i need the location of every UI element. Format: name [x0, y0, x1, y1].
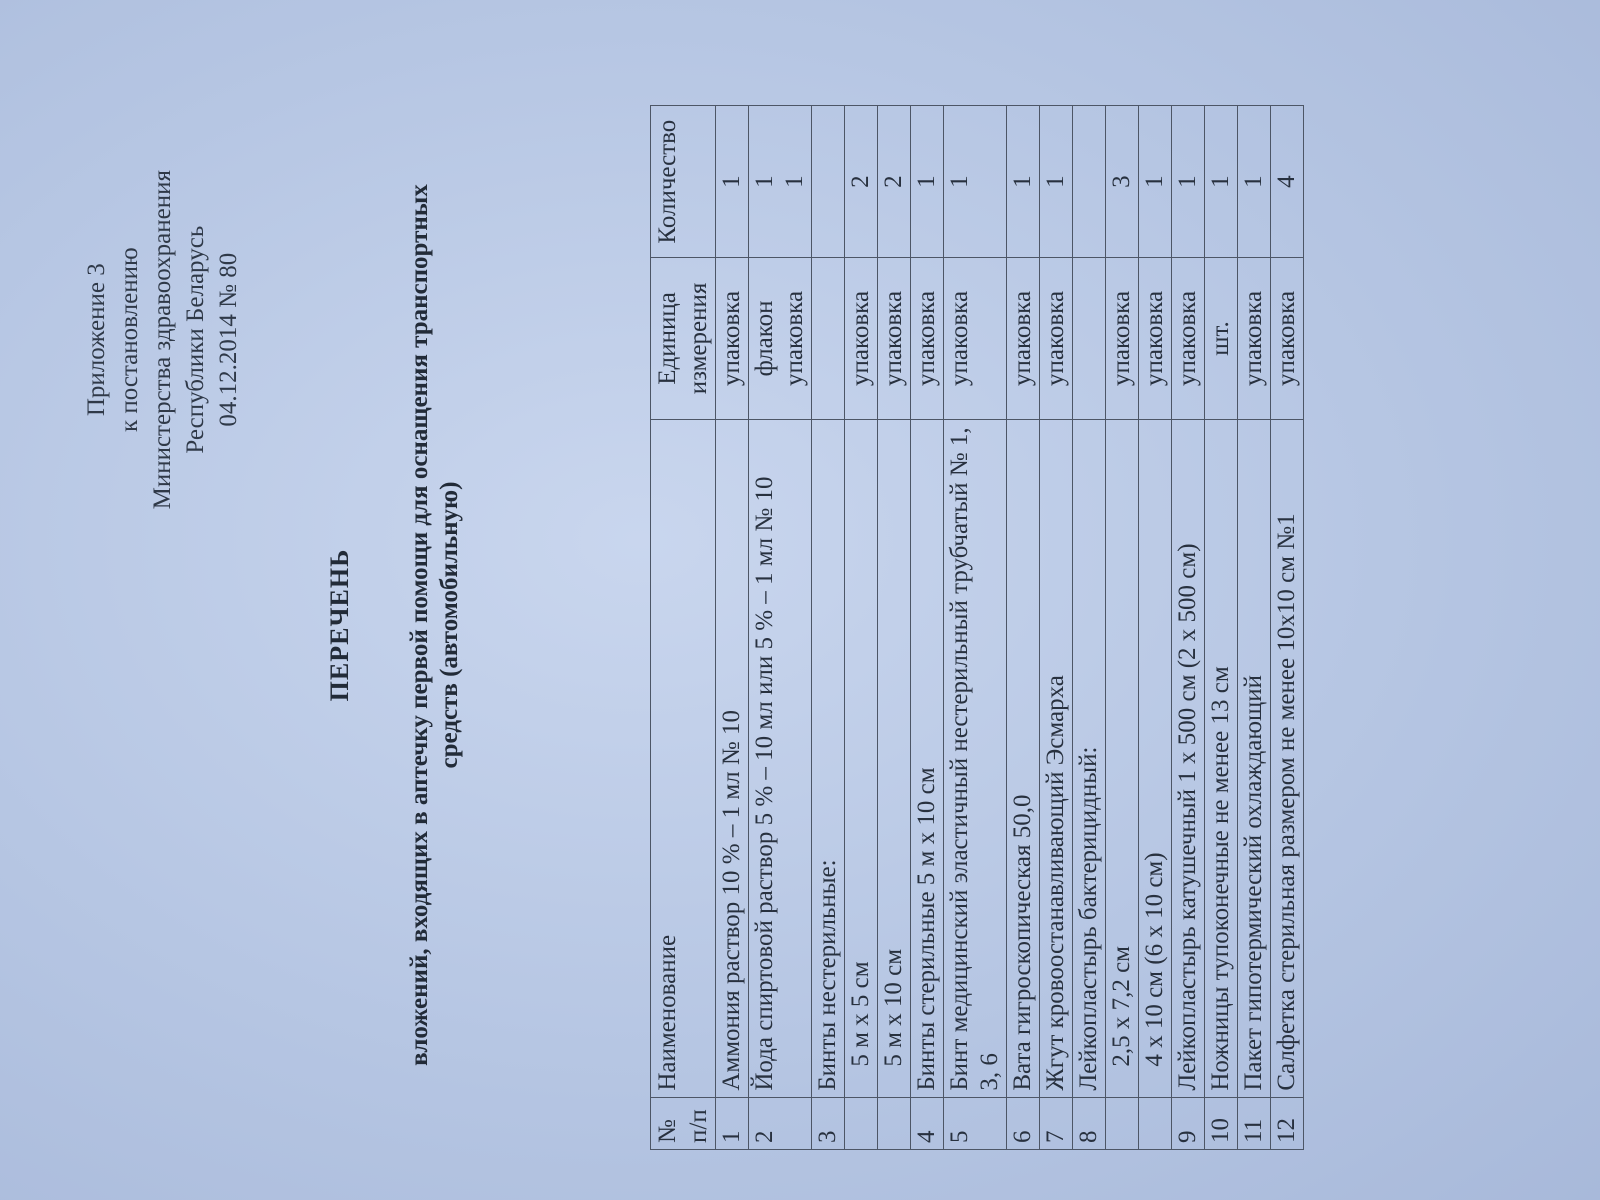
- table-row: [1106, 106, 1139, 1150]
- row-unit: [812, 258, 845, 419]
- row-number: 2: [749, 1097, 812, 1149]
- row-number: [845, 1097, 878, 1149]
- row-number: 4: [911, 1097, 944, 1149]
- row-number: 12: [1271, 1097, 1304, 1149]
- row-name: 5 м х 5 см: [845, 419, 878, 1097]
- table-row: [716, 106, 749, 1150]
- row-name: Бинт медицинский эластичный нестерильный трубчатый № 1, 3, 6: [944, 419, 1007, 1097]
- table-row: [1271, 106, 1304, 1150]
- row-unit-value: флакон: [751, 300, 778, 377]
- row-name: Бинты нестерильные:: [812, 419, 845, 1097]
- row-unit: шт.: [1205, 258, 1238, 419]
- subtitle-line: средств (автомобильную): [436, 481, 463, 769]
- row-unit: упаковка: [1271, 258, 1304, 419]
- appendix-line: Приложение 3: [83, 263, 110, 417]
- row-quantity-value: 1: [751, 175, 778, 188]
- table-row: [1073, 106, 1106, 1150]
- table-row: [878, 106, 911, 1150]
- row-number: 10: [1205, 1097, 1238, 1149]
- table-row: [812, 106, 845, 1150]
- row-number: [1106, 1097, 1139, 1149]
- header-unit: Единица измерения: [651, 258, 716, 419]
- row-quantity: 1: [1205, 106, 1238, 258]
- row-name: Йода спиртовой раствор 5 % – 10 мл или 5 % – 1 мл № 10: [749, 419, 812, 1097]
- header-number: № п/п: [651, 1097, 716, 1149]
- header-name: Наименование: [651, 419, 716, 1097]
- row-quantity: 1: [1040, 106, 1073, 258]
- row-quantity-value: 1: [781, 175, 808, 188]
- row-unit: [749, 258, 812, 419]
- row-number: 5: [944, 1097, 1007, 1149]
- row-quantity: [812, 106, 845, 258]
- appendix-line: Министерства здравоохранения: [149, 170, 176, 510]
- row-quantity: 4: [1271, 106, 1304, 258]
- row-name: 5 м х 10 см: [878, 419, 911, 1097]
- row-quantity: 1: [716, 106, 749, 258]
- row-name: Жгут кровоостанавливающий Эсмарха: [1040, 419, 1073, 1097]
- row-unit: упаковка: [911, 258, 944, 419]
- row-unit: упаковка: [1106, 258, 1139, 419]
- row-unit: упаковка: [716, 258, 749, 419]
- row-quantity: 2: [845, 106, 878, 258]
- row-name: Салфетка стерильная размером не менее 10х10 см №1: [1271, 419, 1304, 1097]
- table-row: [1040, 106, 1073, 1150]
- subtitle-line: вложений, входящих в аптечку первой помощи для оснащения транспортных: [406, 184, 433, 1066]
- row-quantity: 3: [1106, 106, 1139, 258]
- appendix-line: к постановлению: [116, 247, 143, 433]
- row-unit: упаковка: [845, 258, 878, 419]
- table-row: [1007, 106, 1040, 1150]
- row-quantity: 1: [911, 106, 944, 258]
- appendix-reference: [80, 170, 245, 509]
- row-unit: упаковка: [878, 258, 911, 419]
- row-unit: упаковка: [1139, 258, 1172, 419]
- row-quantity: [749, 106, 812, 258]
- row-name: Бинты стерильные 5 м х 10 см: [911, 419, 944, 1097]
- table-row: [1205, 106, 1238, 1150]
- document-page: [40, 75, 1440, 1175]
- header-quantity: Количество: [651, 106, 716, 258]
- table-row: [944, 106, 1007, 1150]
- table-row: [1172, 106, 1205, 1150]
- row-number: 1: [716, 1097, 749, 1149]
- row-name: Вата гигроскопическая 50,0: [1007, 419, 1040, 1097]
- row-unit-value: упаковка: [781, 290, 808, 386]
- appendix-line: Республики Беларусь: [182, 225, 209, 454]
- row-number: 9: [1172, 1097, 1205, 1149]
- row-name: Ножницы тупоконечные не менее 13 см: [1205, 419, 1238, 1097]
- row-quantity: 1: [1238, 106, 1271, 258]
- row-unit: упаковка: [1040, 258, 1073, 419]
- row-number: 11: [1238, 1097, 1271, 1149]
- row-name: Лейкопластырь катушечный 1 х 500 см (2 х 500 см): [1172, 419, 1205, 1097]
- row-unit: упаковка: [1172, 258, 1205, 419]
- row-unit: [1073, 258, 1106, 419]
- row-name: Пакет гипотермический охлаждающий: [1238, 419, 1271, 1097]
- row-name: Лейкопластырь бактерицидный:: [1073, 419, 1106, 1097]
- row-number: 3: [812, 1097, 845, 1149]
- appendix-line: 04.12.2014 № 80: [215, 252, 242, 427]
- row-name: Аммония раствор 10 % – 1 мл № 10: [716, 419, 749, 1097]
- row-unit: упаковка: [944, 258, 1007, 419]
- table-header-row: [651, 106, 716, 1150]
- row-name: 4 х 10 см (6 х 10 см): [1139, 419, 1172, 1097]
- table-row: [911, 106, 944, 1150]
- row-quantity: 1: [944, 106, 1007, 258]
- table-row: [749, 106, 812, 1150]
- document-subtitle: [405, 135, 465, 1115]
- table-row: [845, 106, 878, 1150]
- items-table: [650, 105, 1304, 1150]
- row-unit: упаковка: [1007, 258, 1040, 419]
- table-row: [1139, 106, 1172, 1150]
- row-unit: упаковка: [1238, 258, 1271, 419]
- document-title: ПЕРЕЧЕНЬ: [325, 548, 354, 702]
- row-number: 8: [1073, 1097, 1106, 1149]
- row-number: [1139, 1097, 1172, 1149]
- row-number: 6: [1007, 1097, 1040, 1149]
- row-number: [878, 1097, 911, 1149]
- row-quantity: 1: [1172, 106, 1205, 258]
- row-quantity: [1073, 106, 1106, 258]
- row-quantity: 1: [1007, 106, 1040, 258]
- table-row: [1238, 106, 1271, 1150]
- row-name: 2,5 х 7,2 см: [1106, 419, 1139, 1097]
- row-quantity: 2: [878, 106, 911, 258]
- row-number: 7: [1040, 1097, 1073, 1149]
- row-quantity: 1: [1139, 106, 1172, 258]
